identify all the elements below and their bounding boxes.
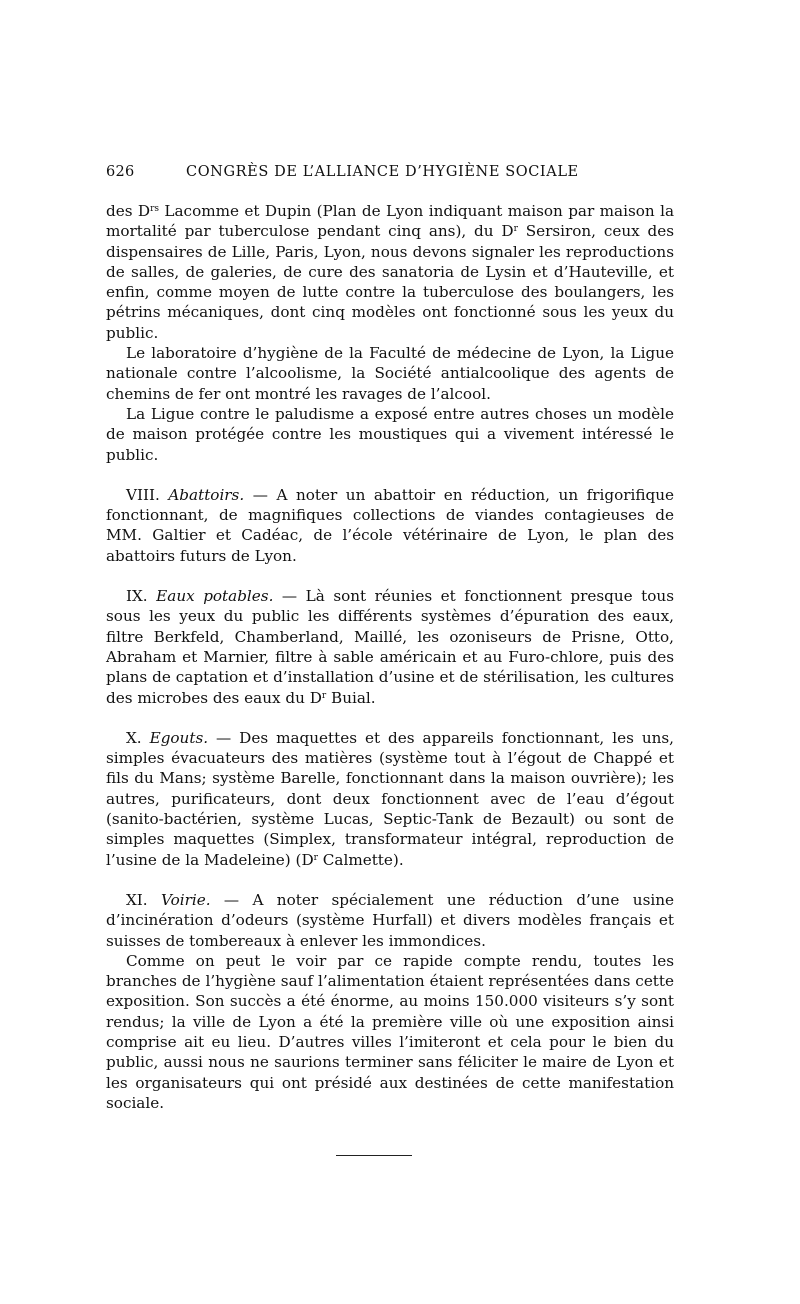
section-text: — A noter spécialement une réduction d’une usine d’incinération d’odeurs (système Hurfall) et divers modèles français et suisses de tombereaux à enlever les immondices. — [106, 890, 674, 950]
section-title: Egouts. — [149, 728, 209, 747]
section-text-end: Buial. — [326, 688, 376, 707]
paragraph-conclusion: Comme on peut le voir par ce rapide compte rendu, toutes les branches de l’hygiène sauf l’alimentation étaient représentées dans cette exposition. Son succès a été énorme, au moins 150.000 visiteurs s’y sont rendus; la ville de Lyon a été la première ville où une exposition ainsi comprise ait eu lieu. D’autres villes l’imiteront et cela pour le bien du public, aussi nous ne saurions terminer sans féliciter le maire de Lyon et les organisateurs qui ont présidé aux destinées de cette manifestation sociale. — [106, 951, 674, 1112]
section-number: IX. — [126, 587, 157, 606]
end-rule — [336, 1155, 412, 1156]
section-text: — Là sont réunies et fonctionnent presque tous sous les yeux du public les différents systèmes d’épuration des eaux, filtre Berkfeld, Chamberland, Maillé, les ozoniseurs de Prisne, Otto, Abraham et Marnier, filtre à sable américain et au Furo-chlore, puis des plans de captation et d’installation d’usine et de stérilisation, les cultures des microbes des eaux du D — [106, 587, 675, 707]
superscript: r — [321, 690, 327, 701]
page-number: 626 — [106, 164, 135, 180]
section-eaux-potables — [106, 586, 674, 708]
section-text-end: Calmette). — [317, 850, 404, 869]
section-number: VIII. — [126, 485, 169, 504]
superscript: rs — [150, 204, 160, 214]
paragraph-text: Sersiron, ceux des dispensaires de Lille, Paris, Lyon, nous devons signaler les reproductions de salles, de galeries, de cure des sanatoria de Lysin et d’Hauteville, et enfin, comme moyen de lutte contre la tuberculose des boulangers, les pétrins mécaniques, dont cinq modèles ont fonctionné sous les yeux du public. — [106, 222, 674, 342]
section-number: X. — [126, 728, 150, 747]
paragraph-malaria: La Ligue contre le paludisme a exposé entre autres choses un modèle de maison protégée contre les moustiques qui a vivement intéressé le public. — [106, 404, 674, 464]
section-title: Eaux potables. — [156, 587, 274, 606]
running-title: CONGRÈS DE L’ALLIANCE D’HYGIÈNE SOCIALE — [186, 164, 579, 180]
page-body — [106, 201, 674, 1113]
section-title: Abattoirs. — [168, 485, 245, 504]
superscript: r — [313, 852, 318, 863]
superscript: r — [513, 224, 518, 235]
paragraph-text: des D — [106, 202, 151, 220]
section-abattoirs — [106, 485, 674, 566]
section-text: — Des maquettes et des appareils fonctionnant, les uns, simples évacuateurs des matières (système tout à l’égout de Chappé et fils du Mans; système Barelle, fonctionnant dans la maison ouvrière); les autres, purificateurs, dont deux fonctionnent avec de l’eau d’égout (sanito-bactérien, système Lucas, Septic-Tank de Bezault) ou sont de simples maquettes (Simplex, transformateur intégral, reproduction de l’usine de la Madeleine) (D — [106, 728, 675, 869]
section-title: Voirie. — [161, 890, 211, 909]
paragraph-tuberculosis — [106, 201, 674, 343]
paragraph-text: Lacomme et Dupin (Plan de Lyon indiquant maison par maison la mortalité par tuberculose pendant cinq ans), du D — [106, 202, 675, 241]
section-egouts — [106, 728, 674, 870]
section-number: XI. — [126, 890, 162, 909]
paragraph-alcoholism: Le laboratoire d’hygiène de la Faculté de médecine de Lyon, la Ligue nationale contre l’alcoolisme, la Société antialcoolique des agents de chemins de fer ont montré les ravages de l’alcool. — [106, 344, 674, 403]
section-voirie — [106, 890, 674, 951]
section-text: — A noter un abattoir en réduction, un frigorifique fonctionnant, de magnifiques collections de viandes contagieuses de MM. Galtier et Cadéac, de l’école vétérinaire de Lyon, le plan des abattoirs futurs de Lyon. — [106, 485, 675, 565]
